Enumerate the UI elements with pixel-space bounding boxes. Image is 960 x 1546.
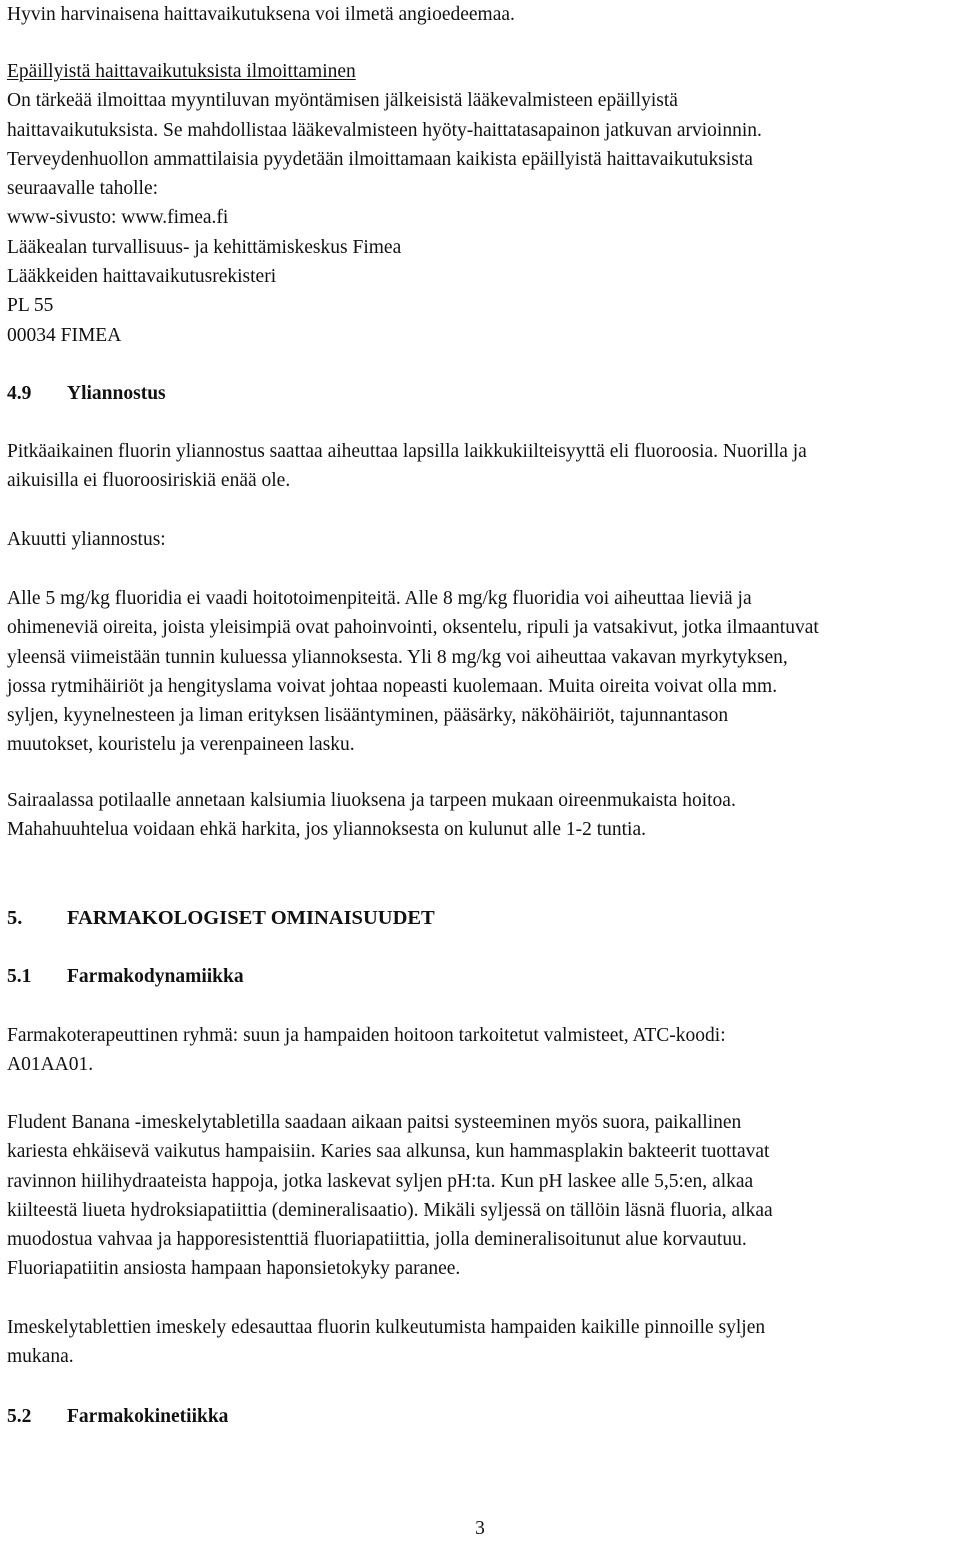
text-line: yleensä viimeistään tunnin kuluessa yliannoksesta. Yli 8 mg/kg voi aiheuttaa vakavan myrkytyksen,	[7, 646, 788, 668]
reporting-line-2: haittavaikutuksista. Se mahdollistaa lääkevalmisteen hyöty-haittatasapainon jatkuvan arvioinnin.	[7, 119, 762, 141]
section-5-heading	[7, 904, 435, 933]
contact-organization: Lääkealan turvallisuus- ja kehittämiskeskus Fimea	[7, 236, 402, 258]
section-number: 5.	[7, 907, 23, 929]
section-5-1-heading	[7, 962, 244, 991]
text-line: mukana.	[7, 1346, 74, 1368]
section-title: Yliannostus	[67, 383, 166, 404]
reporting-line-1: On tärkeää ilmoittaa myyntiluvan myöntämisen jälkeisistä lääkevalmisteen epäillyistä	[7, 90, 678, 112]
text-line: aikuisilla ei fluoroosiriskiä enää ole.	[7, 470, 291, 492]
intro-line: Hyvin harvinaisena haittavaikutuksena voi ilmetä angioedeemaa.	[7, 4, 515, 25]
text-line: ravinnon hiilihydraateista happoja, jotka laskevat syljen pH:ta. Kun pH laskee alle 5,5:en, alkaa	[7, 1170, 754, 1192]
contact-po-box: PL 55	[7, 295, 54, 317]
text-line: Mahahuuhtelua voidaan ehkä harkita, jos yliannoksesta on kulunut alle 1-2 tuntia.	[7, 819, 647, 841]
text-line: Farmakoterapeuttinen ryhmä: suun ja hampaiden hoitoon tarkoitetut valmisteet, ATC-koodi:	[7, 1025, 726, 1046]
text-line: Fludent Banana -imeskelytabletilla saadaan aikaan paitsi systeeminen myös suora, paikallinen	[7, 1112, 742, 1133]
section-number: 4.9	[7, 383, 32, 404]
overdose-paragraph-1	[7, 437, 807, 496]
reporting-title: Epäillyistä haittavaikutuksista ilmoittaminen	[7, 61, 356, 82]
section-title: FARMAKOLOGISET OMINAISUUDET	[67, 907, 435, 929]
page-number: 3	[475, 1518, 485, 1539]
pharmacodynamics-paragraph-1	[7, 1021, 726, 1080]
text-line: kiilteestä liueta hydroksiapatiittia (demineralisaatio). Mikäli syljessä on tällöin läsnä fluoria, alkaa	[7, 1199, 773, 1221]
text-line: muutokset, kouristelu ja verenpaineen lasku.	[7, 734, 355, 756]
text-line: Fluoriapatiitin ansiosta hampaan haponsietokyky paranee.	[7, 1258, 461, 1280]
section-title: Farmakokinetiikka	[67, 1406, 229, 1427]
overdose-paragraph-3	[7, 786, 736, 845]
text-line: A01AA01.	[7, 1054, 94, 1076]
text-line: Pitkäaikainen fluorin yliannostus saattaa aiheuttaa lapsilla laikkukiilteisyyttä eli fluoroosia. Nuorilla ja	[7, 441, 807, 462]
acute-overdose-label-paragraph	[7, 525, 166, 554]
section-number: 5.1	[7, 966, 32, 987]
reporting-line-3: Terveydenhuollon ammattilaisia pyydetään ilmoittamaan kaikista epäillyistä haittavaikutuksista	[7, 148, 753, 170]
text-line: Sairaalassa potilaalle annetaan kalsiumia liuoksena ja tarpeen mukaan oireenmukaista hoitoa.	[7, 790, 736, 811]
section-number: 5.2	[7, 1406, 32, 1427]
section-title: Farmakodynamiikka	[67, 966, 244, 987]
text-line: syljen, kyynelnesteen ja liman erityksen lisääntyminen, pääsärky, näköhäiriöt, tajunnantason	[7, 705, 729, 727]
pharmacodynamics-paragraph-2	[7, 1108, 773, 1284]
section-5-2-heading	[7, 1402, 228, 1431]
contact-postal-code: 00034 FIMEA	[7, 324, 122, 346]
text-line: Imeskelytablettien imeskely edesauttaa fluorin kulkeutumista hampaiden kaikille pinnoille syljen	[7, 1317, 766, 1338]
pharmacodynamics-paragraph-3	[7, 1313, 765, 1372]
section-4-9-heading	[7, 379, 166, 408]
reporting-section	[7, 57, 762, 350]
reporting-line-4: seuraavalle taholle:	[7, 178, 159, 200]
text-line: muodostua vahvaa ja happoresistenttiä fluoriapatiittia, jolla demineralisoitunut alue korvautuu.	[7, 1229, 747, 1251]
text-line: Alle 5 mg/kg fluoridia ei vaadi hoitotoimenpiteitä. Alle 8 mg/kg fluoridia voi aiheuttaa lieviä ja	[7, 588, 752, 609]
text-line: ohimeneviä oireita, joista yleisimpiä ovat pahoinvointi, oksentelu, ripuli ja vatsakivut, jotka ilmaantuvat	[7, 617, 819, 639]
intro-paragraph	[7, 0, 515, 29]
text-line: jossa rytmihäiriöt ja hengityslama voivat johtaa nopeasti kuolemaan. Muita oireita voivat olla mm.	[7, 675, 778, 697]
text-line: kariesta ehkäisevä vaikutus hampaisiin. Karies saa alkunsa, kun hammasplakin bakteerit tuottavat	[7, 1141, 770, 1163]
contact-website: www-sivusto: www.fimea.fi	[7, 207, 229, 229]
contact-registry: Lääkkeiden haittavaikutusrekisteri	[7, 266, 277, 288]
overdose-paragraph-2	[7, 584, 819, 760]
acute-overdose-label: Akuutti yliannostus:	[7, 529, 166, 550]
